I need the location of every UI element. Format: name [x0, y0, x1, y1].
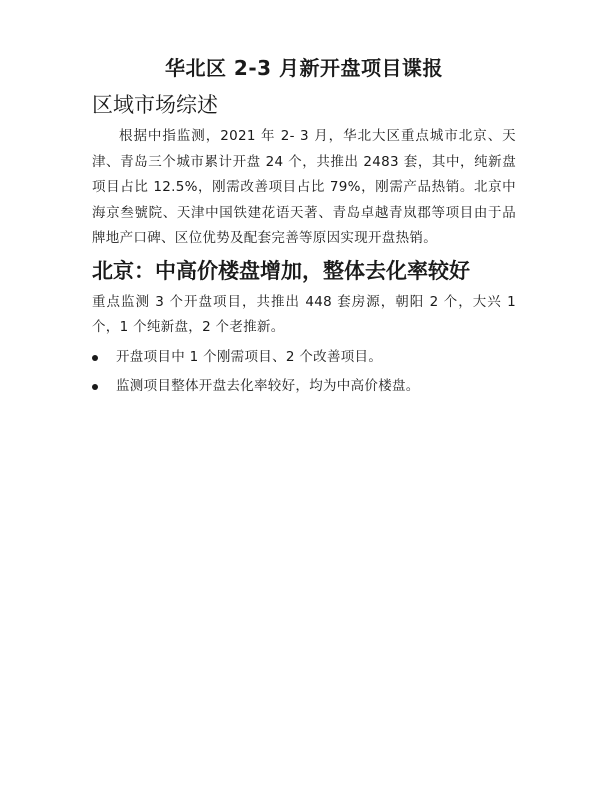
document-content: [92, 52, 516, 404]
section-heading-beijing: 北京：中高价楼盘增加，整体去化率较好: [92, 258, 470, 283]
document-title: 华北区 2-3 月新开盘项目谍报: [164, 56, 444, 80]
market-overview-paragraph: 根据中指监测，2021 年 2- 3 月，华北大区重点城市北京、天津、青岛三个城市累计开盘 24 个，共推出 2483 套，其中，纯新盘项目占比 12.5%，刚需改善项目占比 79%，刚需产品热销。北京中海京叁號院、天津中国铁建花语天著、青岛卓越青岚郡等项目由于品牌地产口碑、区位优势及配套完善等原因实现开盘热销。: [92, 128, 516, 246]
beijing-summary-paragraph: 重点监测 3 个开盘项目，共推出 448 套房源，朝阳 2 个，大兴 1 个，1 个纯新盘，2 个老推新。: [92, 293, 516, 335]
list-item: [92, 374, 516, 400]
section-heading-market-overview: 区域市场综述: [92, 93, 218, 117]
list-item: [92, 345, 516, 371]
bullet-icon: [92, 384, 98, 390]
beijing-bullet-list: [92, 345, 516, 400]
bullet-text: 开盘项目中 1 个刚需项目、2 个改善项目。: [116, 348, 383, 365]
bullet-icon: [92, 355, 98, 361]
bullet-text: 监测项目整体开盘去化率较好，均为中高价楼盘。: [116, 378, 420, 394]
